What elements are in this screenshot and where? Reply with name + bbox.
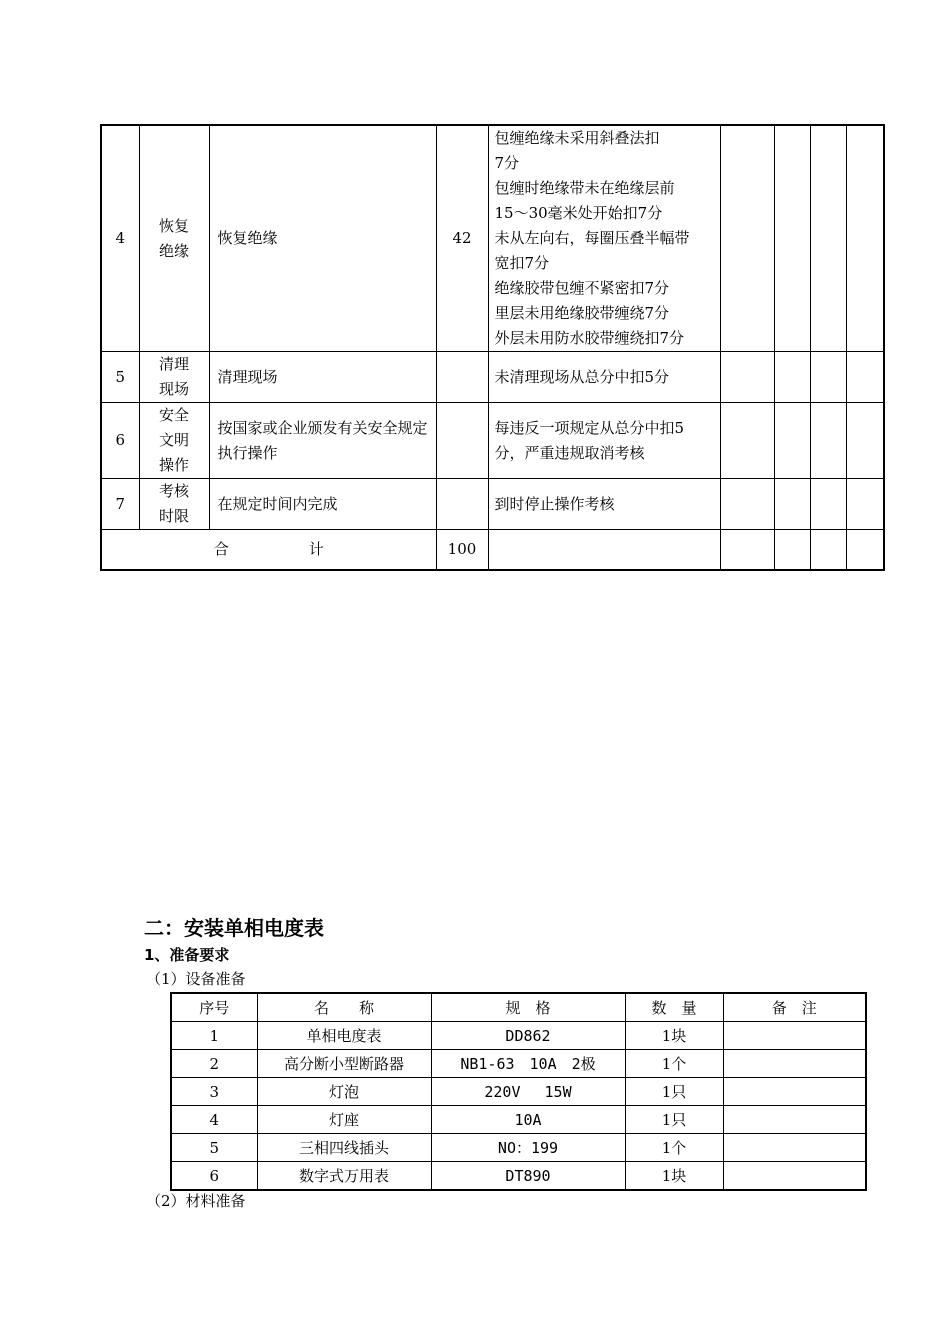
equipment-header-row [171, 993, 866, 1022]
equipment-cell: 1 [171, 1022, 257, 1050]
equipment-cell [723, 1022, 866, 1050]
equipment-cell: 1只 [625, 1106, 723, 1134]
row-number: 4 [101, 125, 139, 352]
equipment-cell [723, 1134, 866, 1162]
column-header: 名 称 [257, 993, 431, 1022]
equipment-cell: 1个 [625, 1050, 723, 1078]
row-number: 5 [101, 352, 139, 403]
empty-cell [774, 530, 810, 570]
score-row [101, 125, 884, 352]
empty-cell [846, 403, 884, 479]
equipment-cell: NO：199 [431, 1134, 625, 1162]
equipment-cell: NB1-63 10A 2极 [431, 1050, 625, 1078]
scoring-table [100, 124, 885, 571]
standard-line: 里层未用绝缘胶带缠绕7分 [494, 304, 670, 322]
scoring-standard [488, 352, 720, 403]
equipment-cell: 2 [171, 1050, 257, 1078]
score-row [101, 479, 884, 530]
empty-cell [846, 352, 884, 403]
empty-cell [810, 352, 846, 403]
item-line: 考核 [158, 482, 189, 500]
equipment-cell [723, 1106, 866, 1134]
equipment-cell: 三相四线插头 [257, 1134, 431, 1162]
item-content: 清理现场 [209, 352, 436, 403]
empty-cell [846, 479, 884, 530]
equipment-row [171, 1162, 866, 1191]
equipment-row [171, 1078, 866, 1106]
standard-line: 宽扣7分 [494, 254, 550, 272]
equipment-cell: DT890 [431, 1162, 625, 1191]
equipment-cell: 220V 15W [431, 1078, 625, 1106]
item-score [436, 479, 488, 530]
empty-cell [810, 125, 846, 352]
total-label [101, 530, 436, 570]
empty-cell [846, 530, 884, 570]
column-header: 备 注 [723, 993, 866, 1022]
equipment-cell [723, 1078, 866, 1106]
empty-cell [488, 530, 720, 570]
total-row [101, 530, 884, 570]
equipment-cell: 4 [171, 1106, 257, 1134]
equipment-row [171, 1106, 866, 1134]
score-row [101, 352, 884, 403]
empty-cell [720, 403, 774, 479]
equipment-heading: （1）设备准备 [146, 970, 246, 988]
standard-line: 7分 [494, 154, 520, 172]
standard-line: 包缠时绝缘带未在绝缘层前 [494, 179, 675, 197]
standard-line: 分，严重违规取消考核 [494, 443, 645, 462]
item-line: 现场 [158, 380, 189, 398]
standard-line: 外层未用防水胶带缠绕扣7分 [494, 329, 685, 347]
equipment-cell: 灯座 [257, 1106, 431, 1134]
standard-line: 15～30毫米处开始扣7分 [494, 204, 663, 222]
total-score: 100 [436, 530, 488, 570]
materials-heading: （2）材料准备 [146, 1192, 246, 1210]
empty-cell [774, 403, 810, 479]
equipment-cell: 1只 [625, 1078, 723, 1106]
item-name [139, 403, 209, 479]
equipment-cell: 1块 [625, 1162, 723, 1191]
equipment-cell [723, 1050, 866, 1078]
score-row [101, 403, 884, 479]
column-header: 规 格 [431, 993, 625, 1022]
empty-cell [810, 403, 846, 479]
empty-cell [720, 125, 774, 352]
equipment-cell: 6 [171, 1162, 257, 1191]
equipment-cell: 1块 [625, 1022, 723, 1050]
item-line: 恢复 [158, 216, 189, 235]
equipment-cell: 3 [171, 1078, 257, 1106]
item-score: 42 [436, 125, 488, 352]
item-line: 绝缘 [158, 241, 189, 260]
equipment-cell: 1个 [625, 1134, 723, 1162]
equipment-row [171, 1050, 866, 1078]
empty-cell [774, 479, 810, 530]
item-score [436, 403, 488, 479]
empty-cell [720, 479, 774, 530]
item-name [139, 352, 209, 403]
row-number: 7 [101, 479, 139, 530]
total-label-a: 合 [213, 539, 229, 558]
standard-line: 未从左向右，每圈压叠半幅带 [494, 229, 690, 247]
standard-line: 未清理现场从总分中扣5分 [494, 367, 670, 386]
item-line: 安全 [158, 406, 189, 424]
equipment-cell: 10A [431, 1106, 625, 1134]
column-header: 序号 [171, 993, 257, 1022]
standard-line: 绝缘胶带包缠不紧密扣7分 [494, 279, 670, 297]
item-line: 清理 [158, 355, 189, 373]
section-title: 二：安装单相电度表 [144, 916, 324, 940]
scoring-standard [488, 479, 720, 530]
section-subtitle: 1、准备要求 [144, 946, 230, 964]
item-name [139, 479, 209, 530]
equipment-cell: 高分断小型断路器 [257, 1050, 431, 1078]
equipment-cell: 单相电度表 [257, 1022, 431, 1050]
scoring-standard [488, 125, 720, 352]
standard-line: 包缠绝缘未采用斜叠法扣 [494, 129, 660, 147]
empty-cell [810, 530, 846, 570]
empty-cell [774, 125, 810, 352]
equipment-cell [723, 1162, 866, 1191]
item-content: 在规定时间内完成 [209, 479, 436, 530]
equipment-table [170, 992, 867, 1191]
standard-line: 到时停止操作考核 [494, 494, 615, 513]
item-content: 恢复绝缘 [209, 125, 436, 352]
total-label-b: 计 [308, 539, 324, 558]
item-line: 操作 [158, 456, 189, 474]
equipment-row [171, 1022, 866, 1050]
equipment-cell: 灯泡 [257, 1078, 431, 1106]
item-content: 按国家或企业颁发有关安全规定执行操作 [209, 403, 436, 479]
row-number: 6 [101, 403, 139, 479]
equipment-cell: DD862 [431, 1022, 625, 1050]
standard-line: 每违反一项规定从总分中扣5 [494, 418, 685, 437]
empty-cell [720, 530, 774, 570]
column-header: 数 量 [625, 993, 723, 1022]
equipment-cell: 5 [171, 1134, 257, 1162]
empty-cell [846, 125, 884, 352]
equipment-cell: 数字式万用表 [257, 1162, 431, 1191]
item-score [436, 352, 488, 403]
scoring-standard [488, 403, 720, 479]
item-line: 时限 [158, 507, 189, 525]
item-line: 文明 [158, 431, 189, 449]
empty-cell [774, 352, 810, 403]
item-name [139, 125, 209, 352]
empty-cell [810, 479, 846, 530]
equipment-row [171, 1134, 866, 1162]
empty-cell [720, 352, 774, 403]
